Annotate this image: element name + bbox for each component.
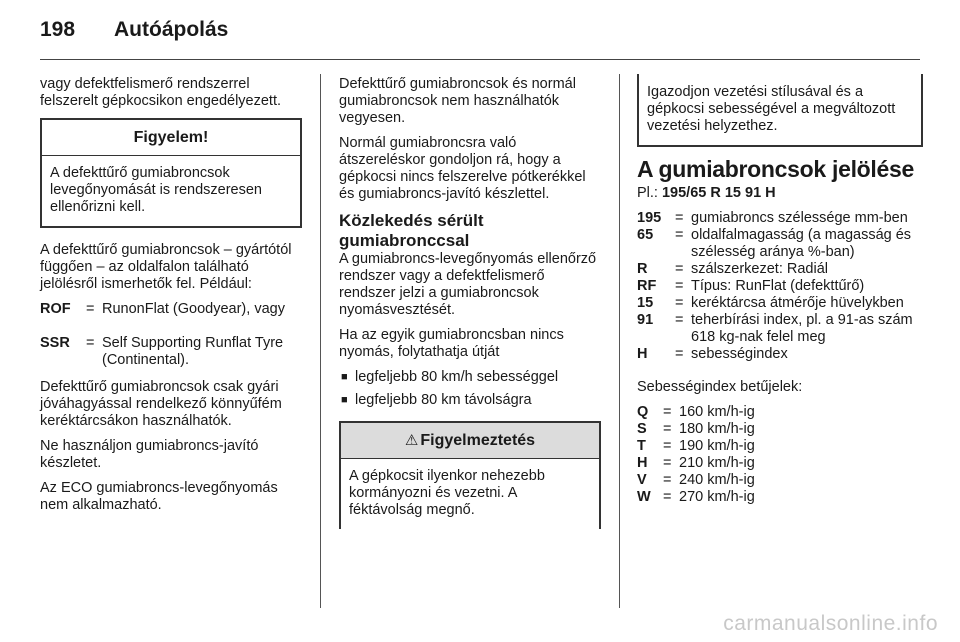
definition-row <box>637 278 923 295</box>
example-value: 195/65 R 15 91 H <box>661 185 776 201</box>
speed-key: S <box>637 421 647 437</box>
definition-value: szálszerkezet: Radiál <box>691 261 828 277</box>
page-number: 198 <box>40 18 76 41</box>
speed-key: H <box>637 455 648 471</box>
column-2 <box>339 76 601 543</box>
tire-marking-definitions <box>637 210 923 363</box>
speed-key: T <box>637 438 646 454</box>
speed-row <box>637 472 923 489</box>
definition-row <box>637 312 923 346</box>
definition-row <box>637 261 923 278</box>
notice-text: A defekttűrő gumiabroncsok levegőnyomását is rendszeresen ellenőrizni kell. <box>50 165 262 215</box>
header-divider <box>40 59 920 60</box>
column-1 <box>40 76 302 522</box>
definition-key: ROF <box>40 301 71 317</box>
watermark: carmanualsonline.info <box>723 612 938 635</box>
speed-equals: = <box>663 404 672 420</box>
definition-value: teherbírási index, pl. a 91-as szám 618 kg-nak felel meg <box>691 312 913 345</box>
definition-row <box>637 346 923 363</box>
definition-value: keréktárcsa átmérője hüvelykben <box>691 295 904 311</box>
speed-row <box>637 489 923 506</box>
speed-equals: = <box>663 489 672 505</box>
definition-key: R <box>637 261 648 277</box>
speed-index-label: Sebességindex betűjelek: <box>637 379 803 395</box>
notice-box <box>40 118 302 228</box>
eco-paragraph: Az ECO gumiabroncs-levegőnyomás nem alkalmazható. <box>40 480 278 513</box>
definition-equals: = <box>675 312 684 328</box>
speed-row <box>637 438 923 455</box>
page-title: Autóápolás <box>114 18 229 41</box>
definition-key: 65 <box>637 227 654 243</box>
definition-row <box>40 301 302 318</box>
speed-value: 240 km/h-ig <box>679 472 755 488</box>
column-divider-2 <box>619 74 620 608</box>
speed-row <box>637 421 923 438</box>
speed-row <box>637 455 923 472</box>
warning-heading-text: Figyelmeztetés <box>420 432 536 449</box>
definition-value: oldalfalmagasság (a magasság és szélesség aránya %-ban) <box>691 227 912 260</box>
warning-triangle-icon: ⚠ <box>404 432 419 449</box>
speed-value: 190 km/h-ig <box>679 438 755 454</box>
warning-heading <box>341 423 599 459</box>
definition-key: 91 <box>637 312 654 328</box>
definition-equals: = <box>675 295 684 311</box>
definition-value: RunonFlat (Goodyear), vagy <box>102 301 285 317</box>
definition-equals: = <box>86 301 95 317</box>
definition-key: 195 <box>637 210 662 226</box>
speed-key: Q <box>637 404 649 420</box>
runflat-definitions <box>40 301 302 369</box>
definition-equals: = <box>86 335 95 351</box>
definition-gap <box>40 318 302 335</box>
speed-equals: = <box>663 438 672 454</box>
definition-equals: = <box>675 261 684 277</box>
column-3 <box>637 74 923 516</box>
intro-paragraph: vagy defektfelismerő rendszerrel felszerelt gépkocsikon engedélyezett. <box>40 76 282 109</box>
definition-key: RF <box>637 278 657 294</box>
speed-row <box>637 404 923 421</box>
pressure-system-paragraph: A gumiabroncs-levegőnyomás ellenőrző rendszer vagy a defektfelismerő rendszer jelzi a gumiabroncsok nyomásvesztését. <box>339 251 597 318</box>
speed-value: 210 km/h-ig <box>679 455 755 471</box>
bullet-item <box>339 369 601 386</box>
definition-row <box>637 295 923 312</box>
continue-paragraph: Ha az egyik gumiabroncsban nincs nyomás, folytathatja útját <box>339 327 564 360</box>
speed-equals: = <box>663 455 672 471</box>
definition-value: Self Supporting Runflat Tyre (Continental). <box>102 335 284 368</box>
definition-equals: = <box>675 278 684 294</box>
speed-key: V <box>637 472 647 488</box>
definition-row <box>40 335 302 369</box>
speed-value: 180 km/h-ig <box>679 421 755 437</box>
definition-value: Típus: RunFlat (defekttűrő) <box>691 278 865 294</box>
column-divider-1 <box>320 74 321 608</box>
runflat-paragraph: A defekttűrő gumiabroncsok – gyártótól függően – az oldalfalon található jelölésről ismerhetők fel. Például: <box>40 242 292 292</box>
speed-equals: = <box>663 421 672 437</box>
bullet-item <box>339 392 601 409</box>
example-line <box>637 185 923 202</box>
bullet-text: legfeljebb 80 km/h sebességgel <box>355 369 559 385</box>
definition-key: H <box>637 346 648 362</box>
speed-equals: = <box>663 472 672 488</box>
speed-index-definitions <box>637 404 923 506</box>
definition-row <box>637 210 923 227</box>
rim-paragraph: Defekttűrő gumiabroncsok csak gyári jóváhagyással rendelkező könnyűfém keréktárcsákon használhatók. <box>40 379 282 429</box>
notice-heading: Figyelem! <box>42 120 300 156</box>
definition-key: SSR <box>40 335 70 351</box>
definition-key: 15 <box>637 295 654 311</box>
speed-key: W <box>637 489 651 505</box>
speed-value: 270 km/h-ig <box>679 489 755 505</box>
example-label: Pl.: <box>637 185 658 201</box>
definition-row <box>637 227 923 261</box>
repair-kit-paragraph: Ne használjon gumiabroncs-javító készletet. <box>40 438 259 471</box>
warning-text: A gépkocsit ilyenkor nehezebb kormányozni és vezetni. A féktávolság megnő. <box>349 468 545 518</box>
definition-equals: = <box>675 227 684 243</box>
warning-continuation-box: Igazodjon vezetési stílusával és a gépkocsi sebességével a megváltozott vezetési helyzethez. <box>637 74 923 147</box>
warning-box <box>339 421 601 529</box>
definition-value: gumiabroncs szélessége mm-ben <box>691 210 908 226</box>
section-heading: Közlekedés sérült gumiabronccsal <box>339 211 484 250</box>
mixing-paragraph: Defekttűrő gumiabroncsok és normál gumiabroncsok nem használhatók vegyesen. <box>339 76 576 126</box>
section-heading-tire-markings: A gumiabroncsok jelölése <box>637 156 914 182</box>
definition-equals: = <box>675 346 684 362</box>
bullet-text: legfeljebb 80 km távolságra <box>355 392 532 408</box>
bullet-square-icon: ■ <box>341 371 348 383</box>
definition-value: sebességindex <box>691 346 788 362</box>
conversion-paragraph: Normál gumiabroncsra való átszereléskor gondoljon rá, hogy a gépkocsi nincs felszerelve pótkerékkel és gumiabroncs-javító készlettel. <box>339 135 586 202</box>
definition-equals: = <box>675 210 684 226</box>
bullet-square-icon: ■ <box>341 394 348 406</box>
speed-value: 160 km/h-ig <box>679 404 755 420</box>
